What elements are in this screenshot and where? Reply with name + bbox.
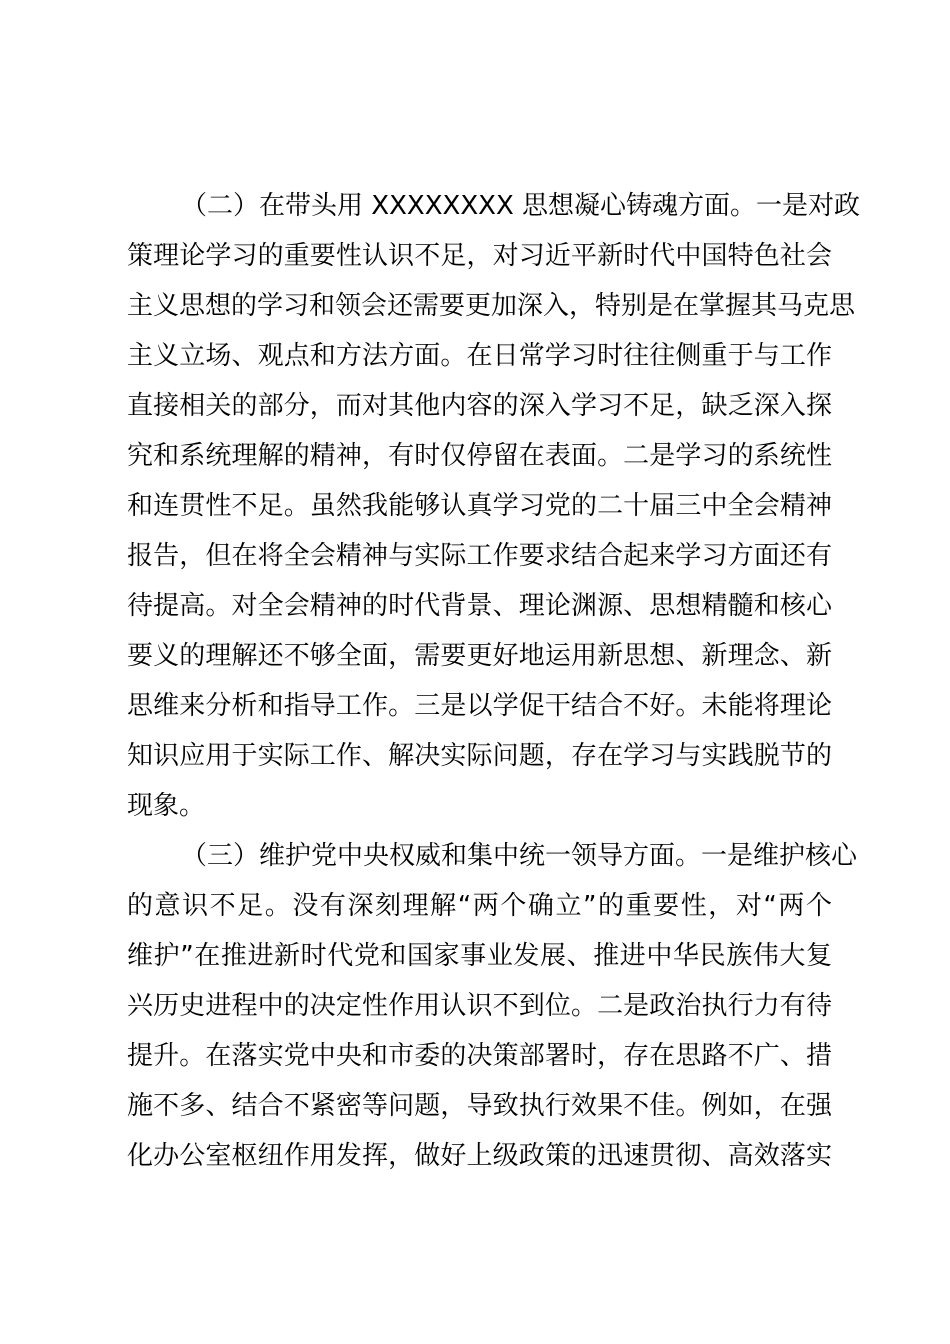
- text-line: （二）在带头用 XXXXXXXX 思想凝心铸魂方面。一是对政: [181, 191, 861, 221]
- text-line: 施不多、结合不紧密等问题，导致执行效果不佳。例如，在强: [127, 1091, 832, 1121]
- text-line: 兴历史进程中的决定性作用认识不到位。二是政治执行力有待: [127, 991, 832, 1021]
- text-line: 思维来分析和指导工作。三是以学促干结合不好。未能将理论: [127, 691, 832, 721]
- text-line: 究和系统理解的精神，有时仅停留在表面。二是学习的系统性: [127, 441, 832, 471]
- paragraph-2: [127, 181, 861, 831]
- text-line: 直接相关的部分，而对其他内容的深入学习不足，缺乏深入探: [127, 391, 832, 421]
- text-line: 和连贯性不足。虽然我能够认真学习党的二十届三中全会精神: [127, 491, 832, 521]
- paragraph-3: [127, 831, 858, 1181]
- document-body: [127, 181, 861, 1181]
- text-line: 主义立场、观点和方法方面。在日常学习时往往侧重于与工作: [127, 341, 832, 371]
- text-line: 维护”在推进新时代党和国家事业发展、推进中华民族伟大复: [127, 941, 832, 971]
- text-line: （三）维护党中央权威和集中统一领导方面。一是维护核心: [181, 841, 858, 871]
- text-line: 要义的理解还不够全面，需要更好地运用新思想、新理念、新: [127, 641, 832, 671]
- text-line: 策理论学习的重要性认识不足，对习近平新时代中国特色社会: [127, 241, 832, 271]
- text-line: 知识应用于实际工作、解决实际问题，存在学习与实践脱节的: [127, 741, 832, 771]
- text-line: 化办公室枢纽作用发挥，做好上级政策的迅速贯彻、高效落实: [127, 1141, 832, 1171]
- text-line: 的意识不足。没有深刻理解“两个确立”的重要性，对“两个: [127, 891, 832, 921]
- text-line: 提升。在落实党中央和市委的决策部署时，存在思路不广、措: [127, 1041, 832, 1071]
- text-line: 主义思想的学习和领会还需要更加深入，特别是在掌握其马克思: [127, 291, 856, 321]
- text-line: 待提高。对全会精神的时代背景、理论渊源、思想精髓和核心: [127, 591, 832, 621]
- text-line: 现象。: [127, 791, 206, 821]
- text-line: 报告，但在将全会精神与实际工作要求结合起来学习方面还有: [127, 541, 832, 571]
